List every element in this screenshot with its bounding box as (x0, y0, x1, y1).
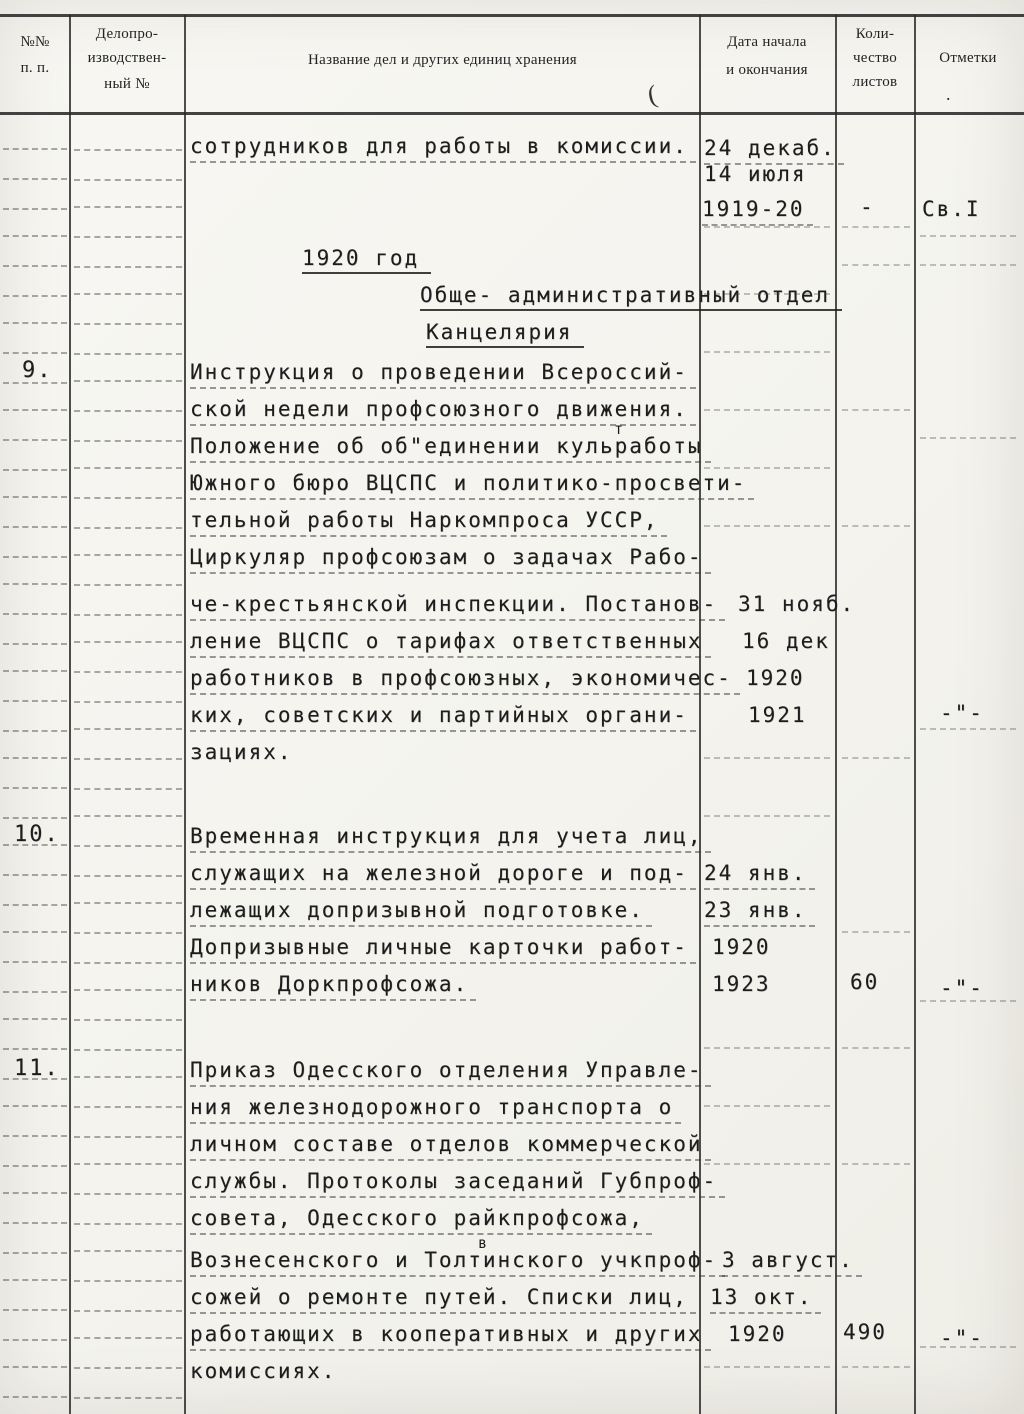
ruled-dash-line (704, 757, 830, 759)
ruled-dash-line (3, 1105, 67, 1107)
entry-11-correction-mark: в (478, 1234, 488, 1252)
ruled-dash-line (920, 1000, 1016, 1002)
ruled-dash-line (3, 961, 67, 963)
ruled-dash-line (842, 1047, 910, 1049)
entry-10-date-1: 24 янв. (704, 861, 815, 890)
entry-11-line-4: службы. Протоколы заседаний Губпроф- (190, 1169, 725, 1198)
ruled-dash-line (3, 1339, 67, 1341)
col-header-date-line1: Дата начала (727, 34, 807, 50)
entry-9-marks: -"- (940, 701, 984, 725)
entry-11-date-1: 3 август. (722, 1248, 862, 1277)
continuation-date-end: 14 июля (704, 162, 807, 186)
ruled-dash-line (74, 1019, 182, 1021)
entry-11-number: 11. (14, 1056, 60, 1081)
col-header-number-line1: №№ (20, 34, 50, 50)
column-line-marks (914, 15, 916, 1414)
entry-9-line-3: Положение об об"единении кульработы (190, 434, 711, 463)
ruled-dash-line (3, 295, 67, 297)
ruled-dash-line (704, 525, 830, 527)
stray-dot-mark: . (946, 84, 951, 104)
entry-11-line-7: сожей о ремонте путей. Списки лиц, (190, 1285, 696, 1314)
header-separator-line (0, 112, 1024, 115)
ruled-dash-line (3, 1222, 67, 1224)
ruled-dash-line (3, 817, 67, 819)
ruled-dash-line (704, 1163, 830, 1165)
entry-11-line-3: личном составе отделов коммерческой (190, 1132, 711, 1161)
entry-9-line-1: Инструкция о проведении Всероссий- (190, 360, 696, 389)
ruled-dash-line (3, 844, 67, 846)
ruled-dash-line (3, 1366, 67, 1368)
entry-9-date-1: 31 нояб. (738, 592, 856, 616)
entry-9-line-10: ких, советских и партийных органи- (190, 703, 696, 732)
ruled-dash-line (74, 467, 182, 469)
entry-9-line-8: ление ВЦСПС о тарифах ответственных (190, 629, 711, 658)
ruled-dash-line (74, 149, 182, 151)
entry-11-sheets: 490 (843, 1320, 887, 1344)
ruled-dash-line (3, 904, 67, 906)
continuation-date-start: 24 декаб. (704, 136, 844, 165)
ruled-dash-line (3, 931, 67, 933)
ruled-dash-line (74, 758, 182, 760)
entry-9-line-9: работников в профсоюзных, экономичес- (190, 666, 740, 695)
ruled-dash-line (74, 497, 182, 499)
ruled-dash-line (842, 1366, 910, 1368)
ruled-dash-line (74, 1223, 182, 1225)
table-top-border (0, 14, 1024, 17)
ruled-dash-line (3, 382, 67, 384)
entry-9-number: 9. (22, 358, 53, 383)
ruled-dash-line (3, 235, 67, 237)
column-line-sheets (835, 15, 837, 1414)
ruled-dash-line (74, 641, 182, 643)
ruled-dash-line (3, 265, 67, 267)
ruled-dash-line (3, 874, 67, 876)
ruled-dash-line (704, 1366, 830, 1368)
heading-year-1920: 1920 год (302, 246, 431, 274)
entry-11-line-8: работающих в кооперативных и других (190, 1322, 711, 1351)
ruled-dash-line (74, 1337, 182, 1339)
ruled-dash-line (74, 554, 182, 556)
ruled-dash-line (920, 437, 1016, 439)
col-header-date-line2: и окончания (726, 62, 808, 78)
ruled-dash-line (3, 1252, 67, 1254)
ruled-dash-line (3, 613, 67, 615)
ruled-dash-line (74, 410, 182, 412)
col-header-sheets-line2: чество (852, 50, 898, 66)
ruled-dash-line (3, 409, 67, 411)
ruled-dash-line (74, 989, 182, 991)
col-header-office-line1: Делопро- (95, 26, 159, 42)
ruled-dash-line (704, 815, 830, 817)
entry-11-line-1: Приказ Одесского отделения Управле- (190, 1058, 711, 1087)
ruled-dash-line (74, 815, 182, 817)
entry-9-date-2: 16 дек (742, 629, 830, 653)
continuation-years: 1919-20 (702, 197, 813, 226)
entry-11-line-2: ния железнодорожного транспорта о (190, 1095, 681, 1124)
ruled-dash-line (3, 730, 67, 732)
ruled-dash-line (3, 757, 67, 759)
ruled-dash-line (3, 1018, 67, 1020)
ruled-dash-line (3, 1078, 67, 1080)
ruled-dash-line (842, 409, 910, 411)
ruled-dash-line (3, 1192, 67, 1194)
ruled-dash-line (74, 728, 182, 730)
ruled-dash-line (74, 236, 182, 238)
col-header-office-line2: изводствен- (87, 50, 167, 66)
ruled-dash-line (3, 700, 67, 702)
ruled-dash-line (74, 527, 182, 529)
ruled-dash-line (74, 1397, 182, 1399)
col-header-number-line2: п. п. (20, 60, 50, 76)
column-line-office (184, 15, 186, 1414)
ruled-dash-line (3, 583, 67, 585)
entry-9-correction-mark: т (614, 420, 624, 438)
entry-9-line-6: Циркуляр профсоюзам о задачах Рабо- (190, 545, 711, 574)
ruled-dash-line (704, 351, 830, 353)
ruled-dash-line (842, 226, 910, 228)
ruled-dash-line (74, 1163, 182, 1165)
ruled-dash-line (74, 1076, 182, 1078)
ruled-dash-line (74, 293, 182, 295)
ruled-dash-line (74, 614, 182, 616)
ruled-dash-line (3, 496, 67, 498)
ruled-dash-line (74, 266, 182, 268)
entry-11-date-3: 1920 (728, 1322, 787, 1346)
ruled-dash-line (74, 323, 182, 325)
handwritten-paren-mark: ( (644, 79, 660, 110)
ruled-dash-line (3, 787, 67, 789)
ruled-dash-line (3, 1048, 67, 1050)
col-header-office-line3: ный № (104, 76, 150, 92)
ruled-dash-line (842, 264, 910, 266)
entry-10-marks: -"- (940, 976, 984, 1000)
entry-11-line-9: комиссиях. (190, 1359, 337, 1383)
ruled-dash-line (842, 1163, 910, 1165)
ruled-dash-line (920, 235, 1016, 237)
entry-9-date-3: 1920 (746, 666, 805, 690)
entry-10-line-5: ников Доркпрофсожа. (190, 972, 476, 1001)
entry-10-line-3: лежащих допризывной подготовке. (190, 898, 652, 927)
ruled-dash-line (3, 643, 67, 645)
entry-11-line-5: совета, Одесского райкпрофсожа, (190, 1206, 652, 1235)
ruled-dash-line (74, 1367, 182, 1369)
ruled-dash-line (3, 670, 67, 672)
entry-9-line-4: Южного бюро ВЦСПС и политико-просвети- (190, 471, 754, 500)
ruled-dash-line (74, 845, 182, 847)
entry-9-line-11: зациях. (190, 740, 293, 764)
ruled-dash-line (3, 148, 67, 150)
ruled-dash-line (3, 1135, 67, 1137)
entry-11-marks: -"- (940, 1326, 984, 1350)
ruled-dash-line (74, 962, 182, 964)
ruled-dash-line (704, 1105, 830, 1107)
ruled-dash-line (704, 226, 830, 228)
ruled-dash-line (74, 1106, 182, 1108)
ruled-dash-line (920, 264, 1016, 266)
entry-9-line-5: тельной работы Наркомпроса УССР, (190, 508, 667, 537)
heading-department: Обще- административный отдел (420, 283, 842, 311)
ruled-dash-line (74, 1250, 182, 1252)
ruled-dash-line (74, 1136, 182, 1138)
entry-10-number: 10. (14, 822, 60, 847)
ruled-dash-line (704, 409, 830, 411)
col-header-sheets-line3: листов (852, 74, 898, 90)
entry-10-date-2: 23 янв. (704, 898, 815, 927)
ruled-dash-line (74, 932, 182, 934)
ruled-dash-line (74, 1049, 182, 1051)
ruled-dash-line (74, 380, 182, 382)
entry-10-date-3: 1920 (712, 935, 771, 959)
ruled-dash-line (3, 1279, 67, 1281)
ruled-dash-line (704, 1047, 830, 1049)
ruled-dash-line (3, 991, 67, 993)
ruled-dash-line (74, 1280, 182, 1282)
col-header-title: Название дел и других единиц хранения (308, 52, 577, 68)
ruled-dash-line (74, 1310, 182, 1312)
ruled-dash-line (74, 584, 182, 586)
entry-10-line-1: Временная инструкция для учета лиц, (190, 824, 711, 853)
ruled-dash-line (74, 1193, 182, 1195)
col-header-marks: Отметки (939, 50, 997, 66)
entry-11-date-2: 13 окт. (710, 1285, 821, 1314)
ruled-dash-line (842, 525, 910, 527)
entry-10-sheets: 60 (850, 970, 880, 994)
entry-11-line-6: Вознесенского и Толтинского учкпроф- (190, 1248, 725, 1277)
ruled-dash-line (842, 757, 910, 759)
ruled-dash-line (3, 1396, 67, 1398)
ruled-dash-line (704, 293, 830, 295)
continuation-text: сотрудников для работы в комиссии. (190, 134, 696, 163)
ruled-dash-line (3, 352, 67, 354)
entry-10-date-4: 1923 (712, 972, 771, 996)
ruled-dash-line (74, 701, 182, 703)
ruled-dash-line (842, 931, 910, 933)
ruled-dash-line (3, 469, 67, 471)
ruled-dash-line (74, 179, 182, 181)
ruled-dash-line (74, 671, 182, 673)
ruled-dash-line (3, 439, 67, 441)
entry-10-line-4: Допризывные личные карточки работ- (190, 935, 696, 964)
entry-9-line-7: че-крестьянской инспекции. Постанов- (190, 592, 725, 621)
ruled-dash-line (74, 788, 182, 790)
col-header-sheets-line1: Коли- (855, 26, 895, 42)
ruled-dash-line (74, 440, 182, 442)
ruled-dash-line (74, 875, 182, 877)
ruled-dash-line (920, 1346, 1016, 1348)
entry-9-date-4: 1921 (748, 703, 807, 727)
entry-10-line-2: служащих на железной дороге и под- (190, 861, 696, 890)
continuation-sheets: - (860, 195, 875, 219)
ruled-dash-line (3, 322, 67, 324)
ruled-dash-line (74, 902, 182, 904)
continuation-marks: Св.I (922, 197, 981, 221)
ruled-dash-line (3, 526, 67, 528)
ruled-dash-line (3, 1309, 67, 1311)
ruled-dash-line (704, 467, 830, 469)
ruled-dash-line (74, 353, 182, 355)
ruled-dash-line (920, 728, 1016, 730)
column-line-num (69, 15, 71, 1414)
ruled-dash-line (3, 1165, 67, 1167)
ruled-dash-line (3, 556, 67, 558)
entry-9-line-2: ской недели профсоюзного движения. (190, 397, 696, 426)
ruled-dash-line (3, 208, 67, 210)
heading-subdepartment: Канцелярия (426, 320, 584, 348)
ruled-dash-line (74, 206, 182, 208)
column-line-date (699, 15, 701, 1414)
ruled-dash-line (3, 178, 67, 180)
